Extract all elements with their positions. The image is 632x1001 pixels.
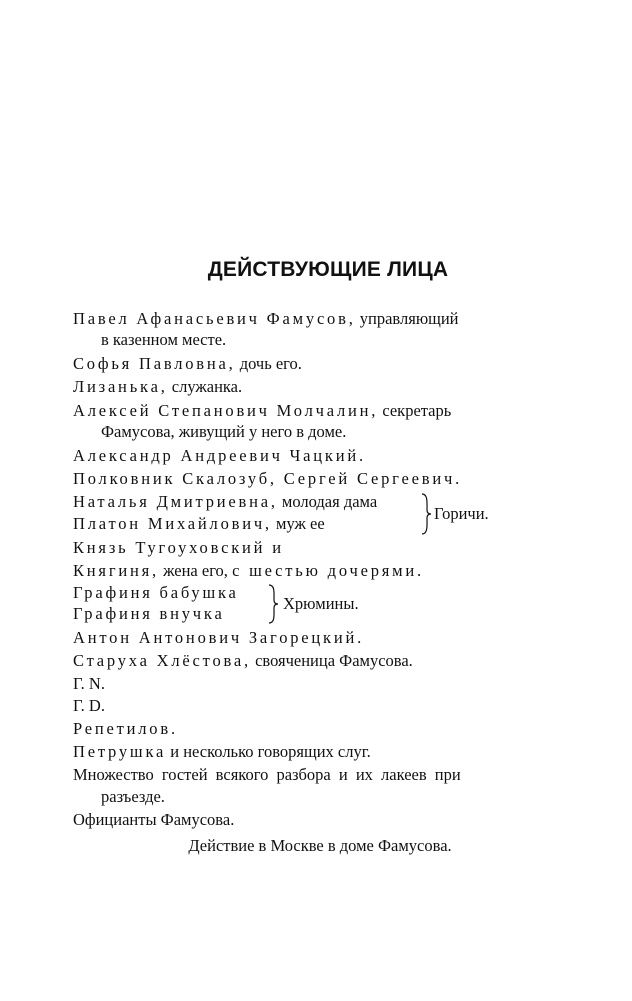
list-item-lizanka: Лизанька, служанка. — [73, 377, 243, 396]
list-item-g-n: Г. N. — [73, 674, 105, 693]
list-item-grafinya-vnuchka: Графиня внучка — [73, 604, 225, 623]
list-item-tuguhovsky: Князь Тугоуховский и — [73, 538, 284, 557]
list-item-natalya: Наталья Дмитриевна, молодая дама — [73, 492, 378, 511]
list-item-famusov: Павел Афанасьевич Фамусов, управляющий — [73, 309, 459, 328]
list-item-chatsky: Александр Андреевич Чацкий. — [73, 446, 366, 465]
group-label-gorichi: Горичи. — [434, 504, 489, 523]
list-item-molchalin-cont: Фамусова, живущий у него в доме. — [101, 422, 347, 441]
list-item-famusov-cont: в казенном месте. — [101, 330, 227, 349]
curly-brace-icon — [419, 493, 433, 535]
list-item-guests: Множество гостей всякого разбора и их лакеев при — [73, 765, 461, 784]
list-item-platon: Платон Михайлович, муж ее — [73, 514, 325, 533]
group-label-hryuminy: Хрюмины. — [283, 594, 359, 613]
list-item-molchalin: Алексей Степанович Молчалин, секретарь — [73, 401, 452, 420]
list-item-grafinya-babushka: Графиня бабушка — [73, 583, 239, 602]
list-item-khlestova: Старуха Хлёстова, свояченица Фамусова. — [73, 651, 413, 670]
list-item-knyaginya: Княгиня, жена его, с шестью дочерями. — [73, 561, 424, 580]
list-item-repetilov: Репетилов. — [73, 719, 178, 738]
list-item-sofya: Софья Павловна, дочь его. — [73, 354, 302, 373]
list-item-zagoretsky: Антон Антонович Загорецкий. — [73, 628, 365, 647]
page-title: ДЕЙСТВУЮЩИЕ ЛИЦА — [207, 258, 449, 281]
list-item-waiters: Официанты Фамусова. — [73, 810, 235, 829]
list-item-guests-cont: разъезде. — [101, 787, 165, 806]
list-item-g-d: Г. D. — [73, 696, 105, 715]
setting-note: Действие в Москве в доме Фамусова. — [188, 836, 452, 855]
list-item-skalozub: Полковник Скалозуб, Сергей Сергеевич. — [73, 469, 463, 488]
list-item-petrushka: Петрушка и несколько говорящих слуг. — [73, 742, 371, 761]
curly-brace-icon — [266, 584, 280, 624]
